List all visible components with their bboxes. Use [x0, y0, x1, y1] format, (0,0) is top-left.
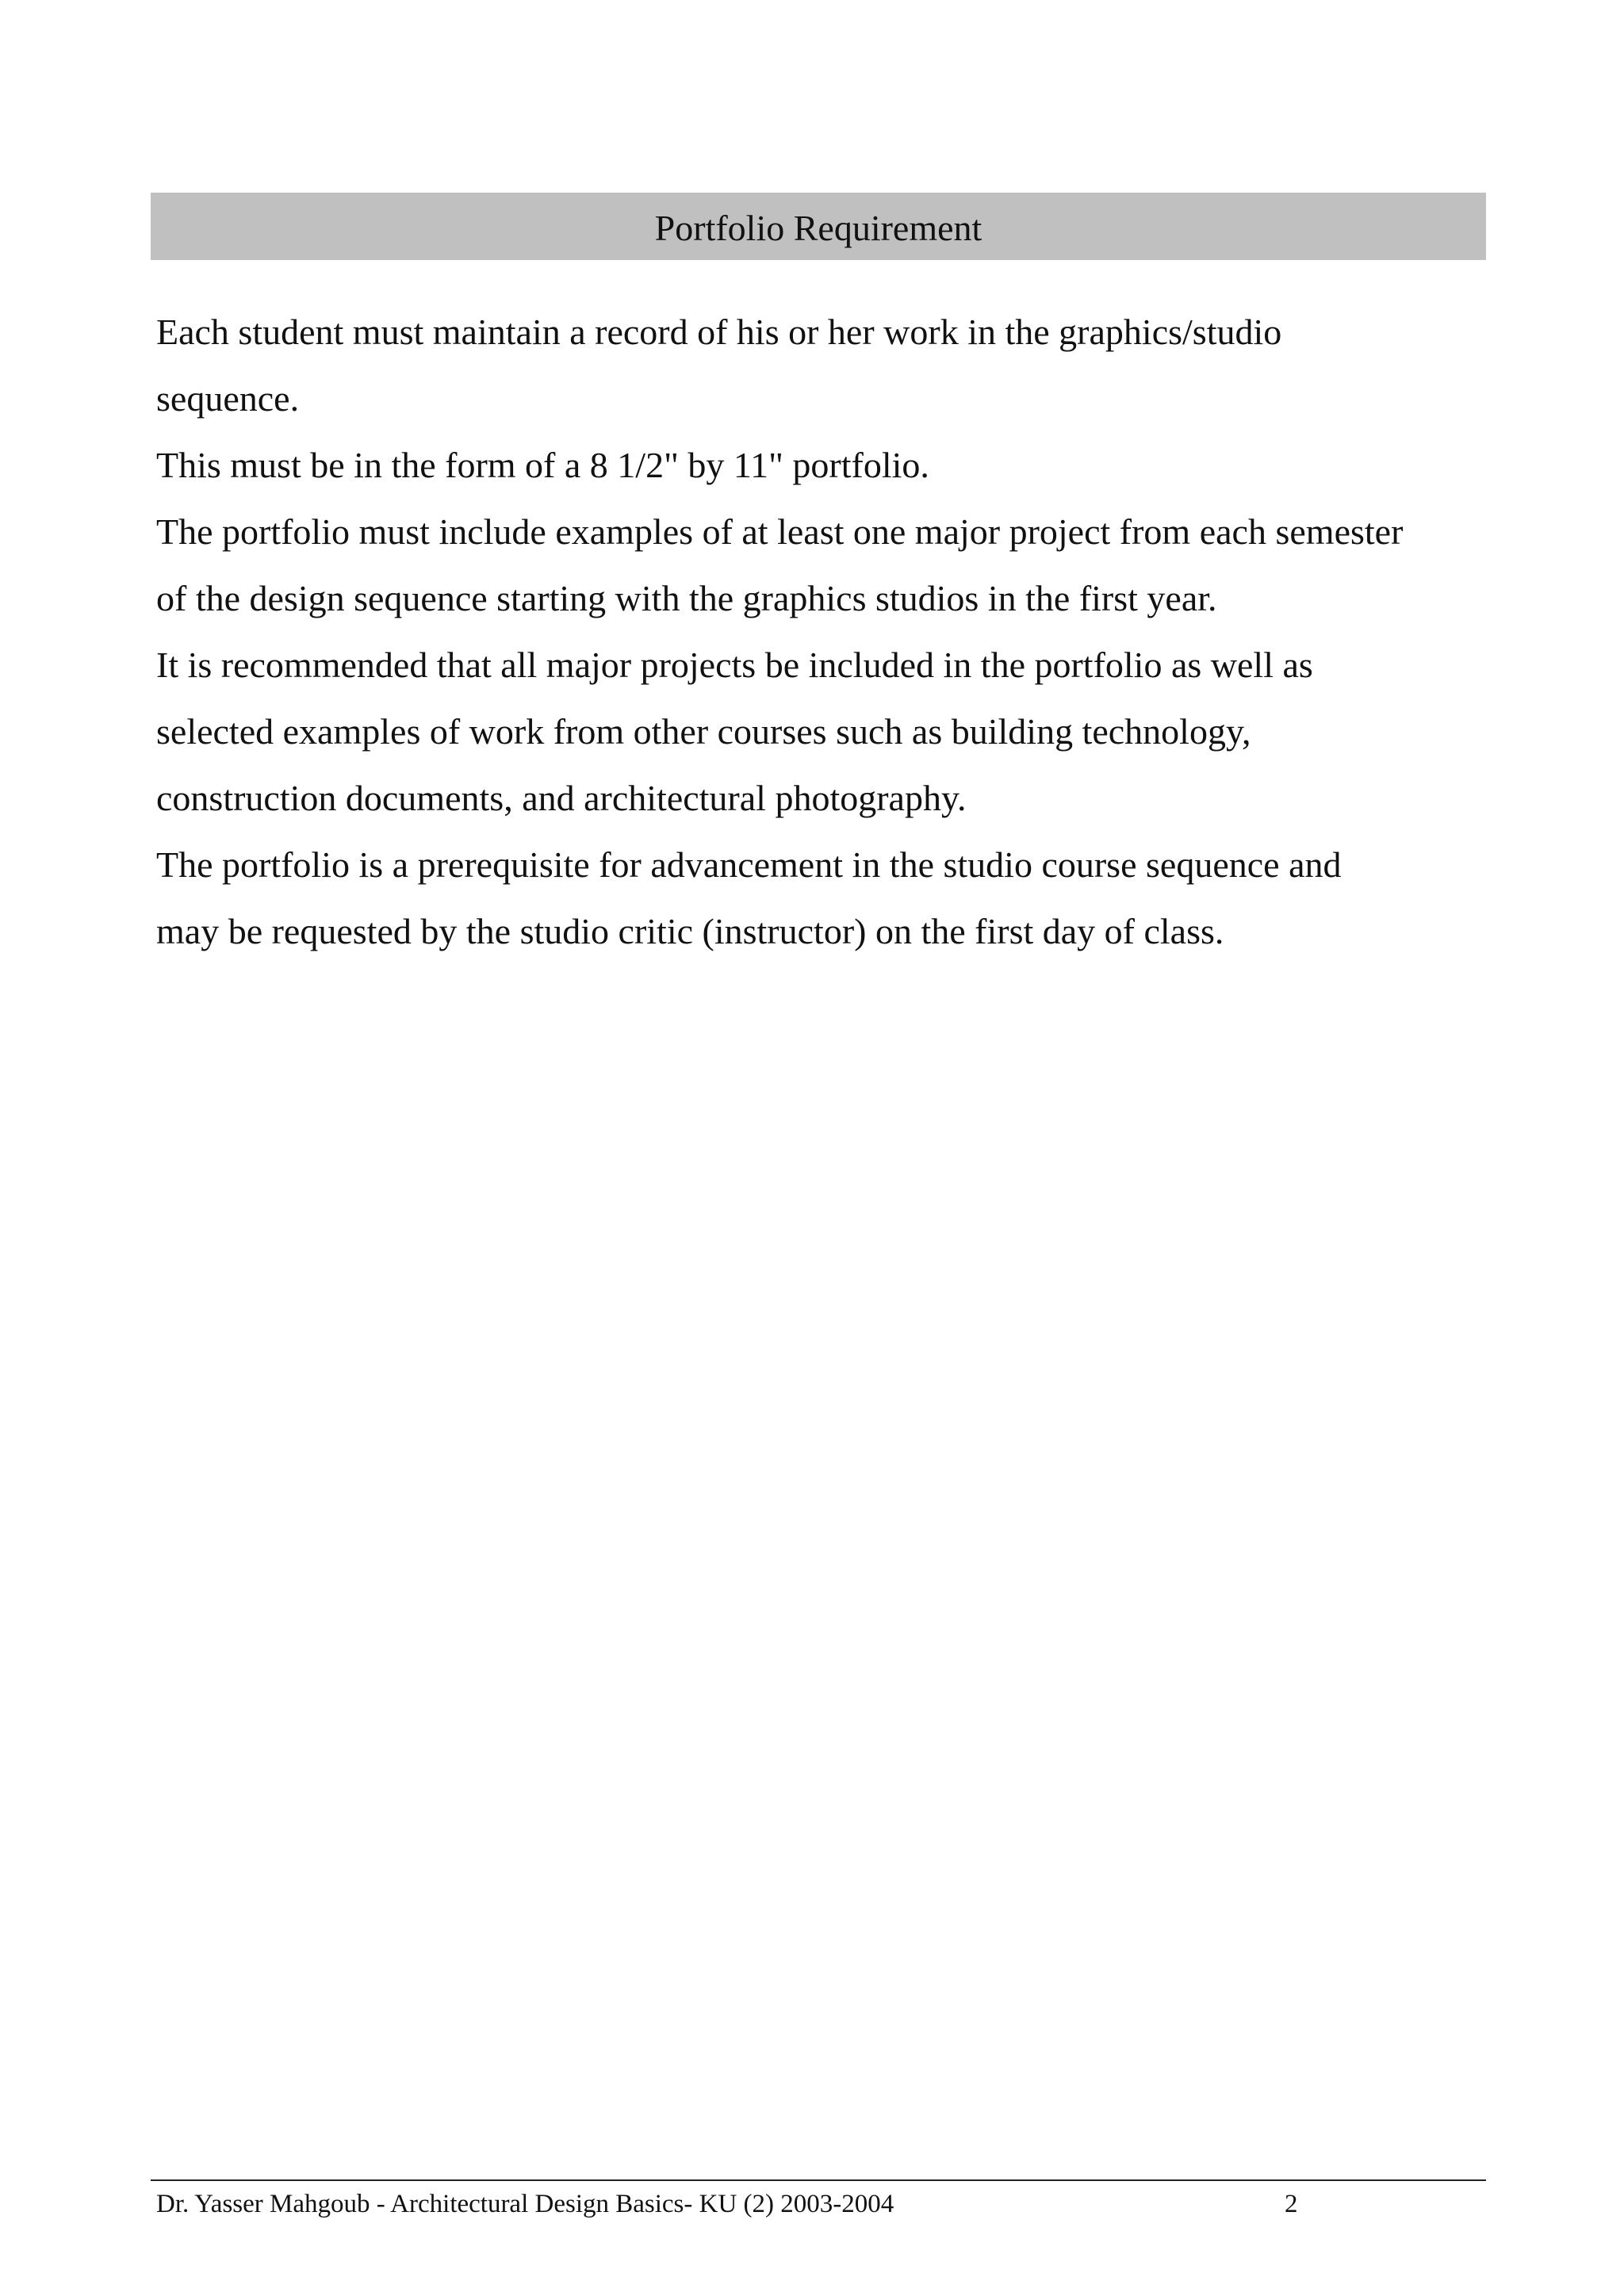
footer-divider [151, 2179, 1486, 2181]
body-text-line: The portfolio must include examples of at least one major project from each semester [156, 511, 1404, 552]
body-text-line: This must be in the form of a 8 1/2" by 11" portfolio. [156, 445, 929, 485]
body-text-line: Each student must maintain a record of his or her work in the graphics/studio [156, 312, 1282, 352]
section-title-bar [151, 193, 1486, 260]
footer-text: Dr. Yasser Mahgoub - Architectural Design Basics- KU (2) 2003-2004 [156, 2190, 894, 2218]
page-number: 2 [1285, 2190, 1298, 2218]
body-text [156, 299, 1488, 965]
body-text-line: may be requested by the studio critic (instructor) on the first day of class. [156, 911, 1224, 951]
body-text-line: It is recommended that all major projects be included in the portfolio as well as [156, 645, 1313, 685]
body-text-line: selected examples of work from other courses such as building technology, [156, 711, 1251, 752]
section-title: Portfolio Requirement [654, 207, 982, 248]
body-text-line: of the design sequence starting with the graphics studios in the first year. [156, 578, 1217, 618]
body-text-line: construction documents, and architectural photography. [156, 778, 967, 818]
body-text-line: The portfolio is a prerequisite for advancement in the studio course sequence and [156, 844, 1342, 885]
body-text-line: sequence. [156, 378, 300, 419]
